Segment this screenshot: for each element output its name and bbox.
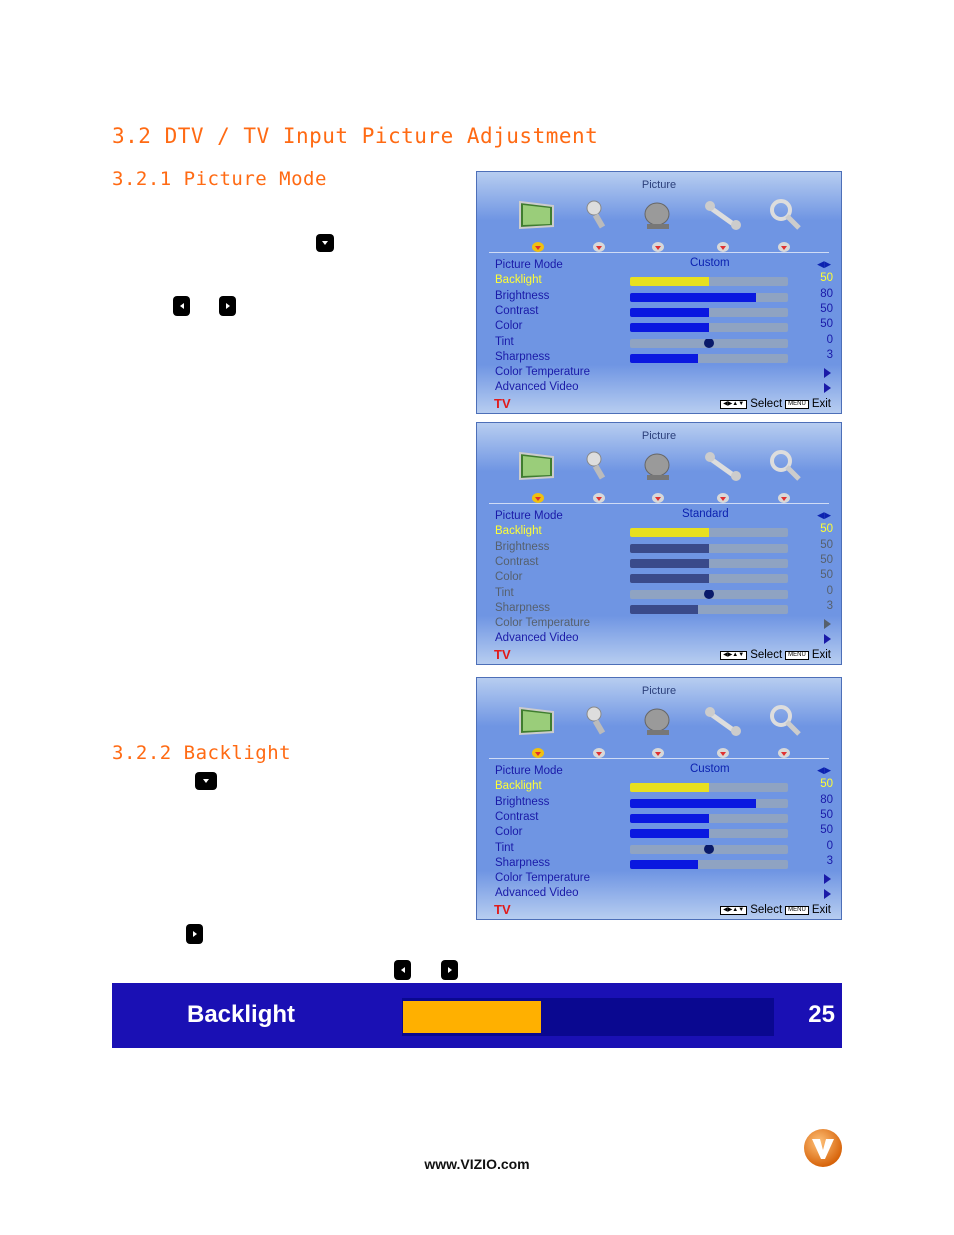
menu-item-tint[interactable]: Tint [495,841,514,854]
sharpness-slider[interactable] [630,860,788,869]
backlight-banner-track[interactable] [402,998,774,1036]
brightness-slider-fill [630,293,756,302]
down-button-icon [195,772,217,790]
backlight-banner-fill [403,1001,541,1033]
left-button-icon [394,960,411,980]
tint-slider-knob[interactable] [704,339,714,348]
menu-item-brightness[interactable]: Brightness [495,289,550,302]
backlight-banner-label: Backlight [187,1001,296,1028]
help-tab-icon[interactable] [763,704,807,738]
left-right-arrows-icon: ◀▶ [817,260,831,270]
tab-indicator-icon [531,238,545,250]
contrast-value: 50 [820,808,833,821]
menu-item-brightness[interactable]: Brightness [495,795,550,808]
left-right-arrows-icon: ◀▶ [817,766,831,776]
picture-tab-icon[interactable] [517,449,561,483]
contrast-slider[interactable] [630,559,788,568]
tv-tab-icon[interactable] [637,449,681,483]
menu-item-tint[interactable]: Tint [495,335,514,348]
footer-url[interactable]: www.VIZIO.com [424,1156,530,1172]
contrast-slider[interactable] [630,814,788,823]
backlight-slider-fill [630,277,709,286]
backlight-value: 50 [820,272,833,285]
tab-indicator-icon [716,489,730,501]
menu-item-color-temperature[interactable]: Color Temperature [495,617,591,630]
menu-item-picture-mode[interactable]: Picture Mode [495,510,563,522]
contrast-slider-fill [630,814,709,823]
section-heading: 3.2 DTV / TV Input Picture Adjustment [112,124,599,148]
picture-menu-osd [476,171,842,414]
input-source-label: TV [494,396,511,411]
color-slider-fill [630,323,709,332]
setup-tab-icon[interactable] [702,704,746,738]
tab-indicator-icon [592,744,606,756]
left-button-icon [173,296,190,316]
nav-keys-icon: ◀▶▲▼ [720,400,747,409]
help-tab-icon[interactable] [763,198,807,232]
tv-tab-icon[interactable] [637,198,681,232]
backlight-heading: 3.2.2 Backlight [112,742,292,764]
osd-title: Picture [641,685,677,697]
color-slider[interactable] [630,829,788,838]
picture-mode-value[interactable]: Custom [690,257,730,269]
menu-item-contrast[interactable]: Contrast [495,555,539,568]
picture-menu-osd [476,677,842,920]
contrast-slider-fill [630,308,709,317]
color-slider-fill [630,829,709,838]
contrast-slider[interactable] [630,308,788,317]
tint-slider[interactable] [630,590,788,599]
menu-item-backlight[interactable]: Backlight [495,780,542,793]
menu-item-color-temperature[interactable]: Color Temperature [495,872,591,885]
tab-indicator-icon [716,238,730,250]
setup-tab-icon[interactable] [702,449,746,483]
menu-item-color[interactable]: Color [495,320,523,333]
osd-separator [489,252,829,253]
setup-tab-icon[interactable] [702,198,746,232]
submenu-arrow-icon[interactable] [824,889,831,899]
brightness-slider[interactable] [630,544,788,553]
nav-keys-icon: ◀▶▲▼ [720,906,747,915]
color-slider[interactable] [630,574,788,583]
menu-key-icon: MENU [785,651,809,660]
menu-item-brightness[interactable]: Brightness [495,540,550,553]
exit-hint: Exit [811,398,831,410]
brightness-slider-fill [630,799,756,808]
menu-item-color[interactable]: Color [495,826,523,839]
tab-indicator-icon [777,489,791,501]
backlight-adjust-banner [112,983,842,1048]
brightness-slider[interactable] [630,799,788,808]
tab-indicator-icon [651,744,665,756]
color-value: 50 [820,569,833,582]
brightness-slider[interactable] [630,293,788,302]
menu-item-tint[interactable]: Tint [495,586,514,599]
sharpness-slider[interactable] [630,354,788,363]
tint-value: 0 [826,584,833,597]
menu-item-sharpness[interactable]: Sharpness [495,350,550,363]
sharpness-slider[interactable] [630,605,788,614]
tab-indicator-icon [592,238,606,250]
tab-indicator-icon [651,238,665,250]
backlight-banner-value: 25 [808,1001,835,1028]
tab-indicator-icon [651,489,665,501]
input-source-label: TV [494,902,511,917]
backlight-slider-fill [630,528,709,537]
select-hint: Select [750,904,783,916]
tint-slider[interactable] [630,845,788,854]
tab-indicator-icon [592,489,606,501]
picture-mode-value[interactable]: Custom [690,763,730,775]
submenu-arrow-icon[interactable] [824,619,831,629]
picture-mode-value[interactable]: Standard [682,508,729,520]
menu-key-icon: MENU [785,400,809,409]
menu-item-contrast[interactable]: Contrast [495,810,539,823]
tint-slider-knob[interactable] [704,590,714,599]
menu-item-sharpness[interactable]: Sharpness [495,601,550,614]
menu-item-backlight[interactable]: Backlight [495,525,542,538]
backlight-slider[interactable] [630,783,788,792]
backlight-value: 50 [820,778,833,791]
picture-mode-heading: 3.2.1 Picture Mode [112,168,327,190]
sharpness-slider-fill [630,605,698,614]
osd-separator [489,503,829,504]
tint-value: 0 [826,839,833,852]
exit-hint: Exit [811,649,831,661]
sharpness-slider-fill [630,860,698,869]
menu-item-picture-mode[interactable]: Picture Mode [495,765,563,777]
audio-tab-icon[interactable] [578,704,622,738]
tab-indicator-icon [531,744,545,756]
submenu-arrow-icon[interactable] [824,383,831,393]
tab-indicator-icon [777,744,791,756]
select-hint: Select [750,398,783,410]
picture-tab-icon[interactable] [517,704,561,738]
contrast-value: 50 [820,553,833,566]
submenu-arrow-icon[interactable] [824,368,831,378]
help-tab-icon[interactable] [763,449,807,483]
menu-key-icon: MENU [785,906,809,915]
menu-item-advanced-video[interactable]: Advanced Video [495,632,579,645]
audio-tab-icon[interactable] [578,449,622,483]
sharpness-value: 3 [826,348,833,361]
audio-tab-icon[interactable] [578,198,622,232]
menu-item-sharpness[interactable]: Sharpness [495,856,550,869]
color-value: 50 [820,824,833,837]
backlight-slider[interactable] [630,528,788,537]
right-button-icon [441,960,458,980]
tab-indicator-icon [531,489,545,501]
exit-hint: Exit [811,904,831,916]
sharpness-slider-fill [630,354,698,363]
osd-footer-hints [720,398,831,410]
sharpness-value: 3 [826,854,833,867]
submenu-arrow-icon[interactable] [824,874,831,884]
menu-item-picture-mode[interactable]: Picture Mode [495,259,563,271]
right-button-icon [219,296,236,316]
tint-slider-knob[interactable] [704,845,714,854]
tint-value: 0 [826,333,833,346]
menu-item-advanced-video[interactable]: Advanced Video [495,887,579,900]
tab-indicator-icon [777,238,791,250]
vizio-logo-icon [803,1128,843,1168]
select-hint: Select [750,649,783,661]
left-right-arrows-icon: ◀▶ [817,511,831,521]
contrast-slider-fill [630,559,709,568]
tint-slider[interactable] [630,339,788,348]
backlight-slider-fill [630,783,709,792]
osd-title: Picture [641,179,677,191]
sharpness-value: 3 [826,599,833,612]
menu-item-color-temperature[interactable]: Color Temperature [495,366,591,379]
input-source-label: TV [494,647,511,662]
tab-indicator-icon [716,744,730,756]
osd-footer-hints [720,904,831,916]
menu-item-advanced-video[interactable]: Advanced Video [495,381,579,394]
color-slider-fill [630,574,709,583]
menu-item-color[interactable]: Color [495,571,523,584]
backlight-slider[interactable] [630,277,788,286]
brightness-value: 80 [820,287,833,300]
osd-separator [489,758,829,759]
right-button-icon [186,924,203,944]
brightness-value: 50 [820,538,833,551]
menu-item-backlight[interactable]: Backlight [495,274,542,287]
menu-item-contrast[interactable]: Contrast [495,304,539,317]
tv-tab-icon[interactable] [637,704,681,738]
brightness-value: 80 [820,793,833,806]
color-value: 50 [820,318,833,331]
submenu-arrow-icon[interactable] [824,634,831,644]
contrast-value: 50 [820,302,833,315]
color-slider[interactable] [630,323,788,332]
picture-menu-osd [476,422,842,665]
backlight-value: 50 [820,523,833,536]
osd-title: Picture [641,430,677,442]
brightness-slider-fill [630,544,709,553]
nav-keys-icon: ◀▶▲▼ [720,651,747,660]
down-button-icon [316,234,334,252]
osd-footer-hints [720,649,831,661]
picture-tab-icon[interactable] [517,198,561,232]
